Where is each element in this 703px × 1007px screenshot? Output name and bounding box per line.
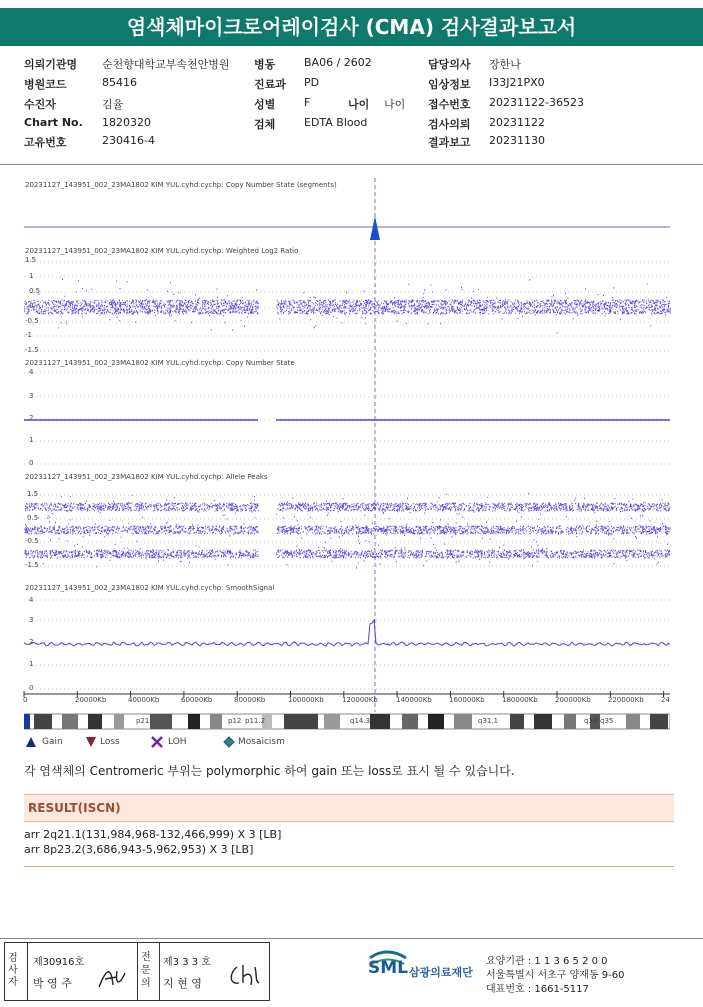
y-tick: 1 bbox=[29, 272, 34, 280]
y-tick: -0.5 bbox=[25, 317, 39, 325]
band-dark bbox=[324, 714, 340, 729]
result-line: arr 2q21.1(131,984,968-132,466,999) X 3 [LB] bbox=[24, 828, 282, 841]
chromosome-ideogram bbox=[24, 713, 670, 730]
band-dark bbox=[62, 714, 78, 729]
y-tick: 0 bbox=[29, 684, 34, 692]
band-dark bbox=[210, 714, 222, 729]
band-dark bbox=[284, 714, 318, 729]
value-age: 나이 bbox=[384, 98, 406, 111]
legend-mosaicism: Mosaicism bbox=[238, 737, 285, 747]
band-dark bbox=[150, 714, 172, 729]
address: 서울특별시 서초구 양재동 9-60 bbox=[486, 970, 625, 981]
x-tick: 0 bbox=[23, 696, 28, 704]
divider-bottom bbox=[0, 938, 703, 939]
value-institution: 순천향대학교부속천안병원 bbox=[102, 58, 230, 71]
y-tick: 1 bbox=[29, 436, 34, 444]
plot-static bbox=[24, 178, 670, 712]
loss-triangle-icon bbox=[86, 737, 96, 747]
x-tick: 140000Kb bbox=[396, 696, 432, 704]
result-line: arr 8p23.2(3,686,943-5,962,953) X 3 [LB] bbox=[24, 843, 254, 856]
y-tick: 2 bbox=[29, 638, 34, 646]
value-sex: F bbox=[304, 96, 311, 109]
allele-band bbox=[24, 514, 670, 542]
inspector-signature bbox=[97, 965, 129, 991]
band-label: p12 bbox=[228, 717, 242, 725]
band-dark bbox=[402, 714, 418, 729]
band-dark bbox=[510, 714, 524, 729]
org-name: 삼광의료재단 bbox=[409, 966, 473, 979]
legend-gain: Gain bbox=[42, 737, 63, 747]
value-specimen: EDTA Blood bbox=[304, 116, 368, 129]
band-label: p21 bbox=[136, 717, 150, 725]
band-label: q35 bbox=[600, 717, 614, 725]
x-tick: 40000Kb bbox=[128, 696, 160, 704]
track-label-log2: 20231127_143951_002_23MA1802 KIM YUL.cyhd.cychp: Weighted Log2 Ratio bbox=[25, 247, 299, 255]
y-tick: -1 bbox=[25, 331, 32, 339]
ideogram-svg bbox=[24, 713, 670, 730]
specialist-license: 제3 3 3 호 bbox=[163, 957, 211, 968]
value-patient: 김율 bbox=[102, 98, 124, 111]
label-specimen: 검체 bbox=[254, 118, 276, 131]
x-tick: 100000Kb bbox=[288, 696, 324, 704]
divider bbox=[137, 943, 138, 1000]
y-tick: -1.5 bbox=[25, 346, 39, 354]
value-doctor: 장한나 bbox=[489, 58, 521, 71]
divider bbox=[27, 943, 28, 1000]
specialist-name: 지 현 영 bbox=[163, 977, 202, 990]
specialist-label: 전문의 bbox=[141, 952, 151, 989]
label-clinical-info: 임상정보 bbox=[428, 78, 471, 91]
y-tick: 4 bbox=[29, 368, 34, 376]
report-title: 염색체마이크로어레이검사 (CMA) 검사결과보고서 bbox=[0, 8, 703, 46]
allele-band bbox=[25, 494, 670, 521]
label-patient: 수진자 bbox=[24, 98, 56, 111]
band-dark bbox=[114, 714, 124, 729]
x-tick: 60000Kb bbox=[181, 696, 213, 704]
band-label: q14.3 bbox=[350, 717, 371, 725]
value-unique-no: 230416-4 bbox=[102, 134, 155, 147]
label-institution: 의뢰기관명 bbox=[24, 58, 78, 71]
value-hospital-code: 85416 bbox=[102, 76, 137, 89]
x-tick: 180000Kb bbox=[502, 696, 538, 704]
band-dark bbox=[370, 714, 390, 729]
value-department: PD bbox=[304, 76, 320, 89]
label-doctor: 담당의사 bbox=[428, 58, 471, 71]
label-unique-no: 고유번호 bbox=[24, 136, 67, 149]
band-dark bbox=[626, 714, 640, 729]
label-report-date: 결과보고 bbox=[428, 136, 471, 149]
track-label-smooth-signal: 20231127_143951_002_23MA1802 KIM YUL.cyhd.cychp: SmoothSignal bbox=[25, 584, 275, 592]
smooth-signal-line bbox=[24, 620, 670, 646]
signature-box bbox=[4, 942, 270, 1001]
result-heading-box bbox=[24, 794, 674, 822]
label-age: 나이 bbox=[348, 98, 370, 111]
band-dark bbox=[428, 714, 444, 729]
y-tick: 0.5 bbox=[27, 514, 39, 522]
y-tick: 0 bbox=[29, 302, 34, 310]
band-label: q34 bbox=[584, 717, 598, 725]
x-tick: 160000Kb bbox=[449, 696, 485, 704]
inspector-label: 검사자 bbox=[8, 953, 18, 988]
label-request-date: 검사의뢰 bbox=[428, 118, 471, 131]
band-dark bbox=[564, 714, 576, 729]
value-receipt-no: 20231122-36523 bbox=[489, 96, 584, 109]
band-p25 bbox=[24, 714, 30, 729]
label-hospital-code: 병원코드 bbox=[24, 78, 67, 91]
legend-loss: Loss bbox=[100, 737, 120, 747]
mosaic-diamond-icon bbox=[224, 737, 234, 747]
band-dark bbox=[534, 714, 552, 729]
loh-icon bbox=[152, 737, 162, 747]
track-label-copy-number: 20231127_143951_002_23MA1802 KIM YUL.cyhd.cychp: Copy Number State bbox=[25, 359, 295, 367]
y-tick: 0 bbox=[29, 459, 34, 467]
track-label-segments: 20231127_143951_002_23MA1802 KIM YUL.cyhd.cychp: Copy Number State (segments) bbox=[25, 181, 337, 189]
band-label: q31.1 bbox=[478, 717, 499, 725]
y-tick: 3 bbox=[29, 616, 34, 624]
y-tick: 1 bbox=[29, 660, 34, 668]
band-dark bbox=[88, 714, 102, 729]
logo-text: SML bbox=[368, 958, 408, 978]
x-tick: 80000Kb bbox=[234, 696, 266, 704]
y-tick: -1.5 bbox=[25, 561, 39, 569]
label-chart-no: Chart No. bbox=[24, 116, 83, 129]
x-tick: 20000Kb bbox=[75, 696, 107, 704]
band-dark bbox=[454, 714, 472, 729]
centromere-note: 각 염색체의 Centromeric 부위는 polymorphic 하여 gain 또는 loss로 표시 될 수 있습니다. bbox=[24, 764, 515, 778]
inspector-name: 박 영 주 bbox=[33, 977, 72, 990]
band-label: p11.2 bbox=[245, 717, 266, 725]
value-chart-no: 1820320 bbox=[102, 116, 151, 129]
y-tick: 2 bbox=[29, 414, 34, 422]
track-label-allele-peaks: 20231127_143951_002_23MA1802 KIM YUL.cyhd.cychp: Allele Peaks bbox=[25, 473, 268, 481]
y-tick: 1.5 bbox=[25, 256, 37, 264]
gain-triangle-icon bbox=[26, 737, 36, 747]
inspector-license: 제30916호 bbox=[33, 957, 85, 968]
specialist-signature bbox=[227, 961, 261, 989]
x-tick: 220000Kb bbox=[608, 696, 644, 704]
institution-code: 요양기관 : 1 1 3 6 5 2 0 0 bbox=[486, 956, 608, 967]
gain-marker bbox=[370, 216, 380, 240]
band-dark bbox=[188, 714, 200, 729]
value-report-date: 20231130 bbox=[489, 134, 545, 147]
y-tick: 1.5 bbox=[27, 490, 39, 498]
phone: 대표번호 : 1661-5117 bbox=[486, 984, 589, 995]
band-dark bbox=[650, 714, 668, 729]
plot-dynamic bbox=[24, 262, 671, 697]
y-tick: 4 bbox=[29, 596, 34, 604]
y-tick: -0.5 bbox=[25, 537, 39, 545]
result-heading: RESULT(ISCN) bbox=[28, 801, 121, 815]
legend-loh: LOH bbox=[168, 737, 187, 747]
label-sex: 성별 bbox=[254, 98, 276, 111]
value-ward: BA06 / 2602 bbox=[304, 56, 372, 69]
label-department: 진료과 bbox=[254, 78, 286, 91]
label-ward: 병동 bbox=[254, 58, 276, 71]
value-clinical-info: I33J21PX0 bbox=[489, 76, 545, 89]
value-request-date: 20231122 bbox=[489, 116, 545, 129]
x-tick: 120000Kb bbox=[342, 696, 378, 704]
legend bbox=[26, 736, 326, 750]
divider bbox=[159, 943, 160, 1000]
x-tick: 200000Kb bbox=[555, 696, 591, 704]
y-tick: 0.5 bbox=[29, 287, 41, 295]
y-tick: 3 bbox=[29, 392, 34, 400]
log2-signal bbox=[24, 280, 671, 334]
x-tick: 24 bbox=[661, 696, 670, 704]
label-receipt-no: 접수번호 bbox=[428, 98, 471, 111]
result-divider bbox=[24, 866, 674, 867]
allele-band bbox=[25, 538, 671, 568]
band-dark bbox=[34, 714, 52, 729]
